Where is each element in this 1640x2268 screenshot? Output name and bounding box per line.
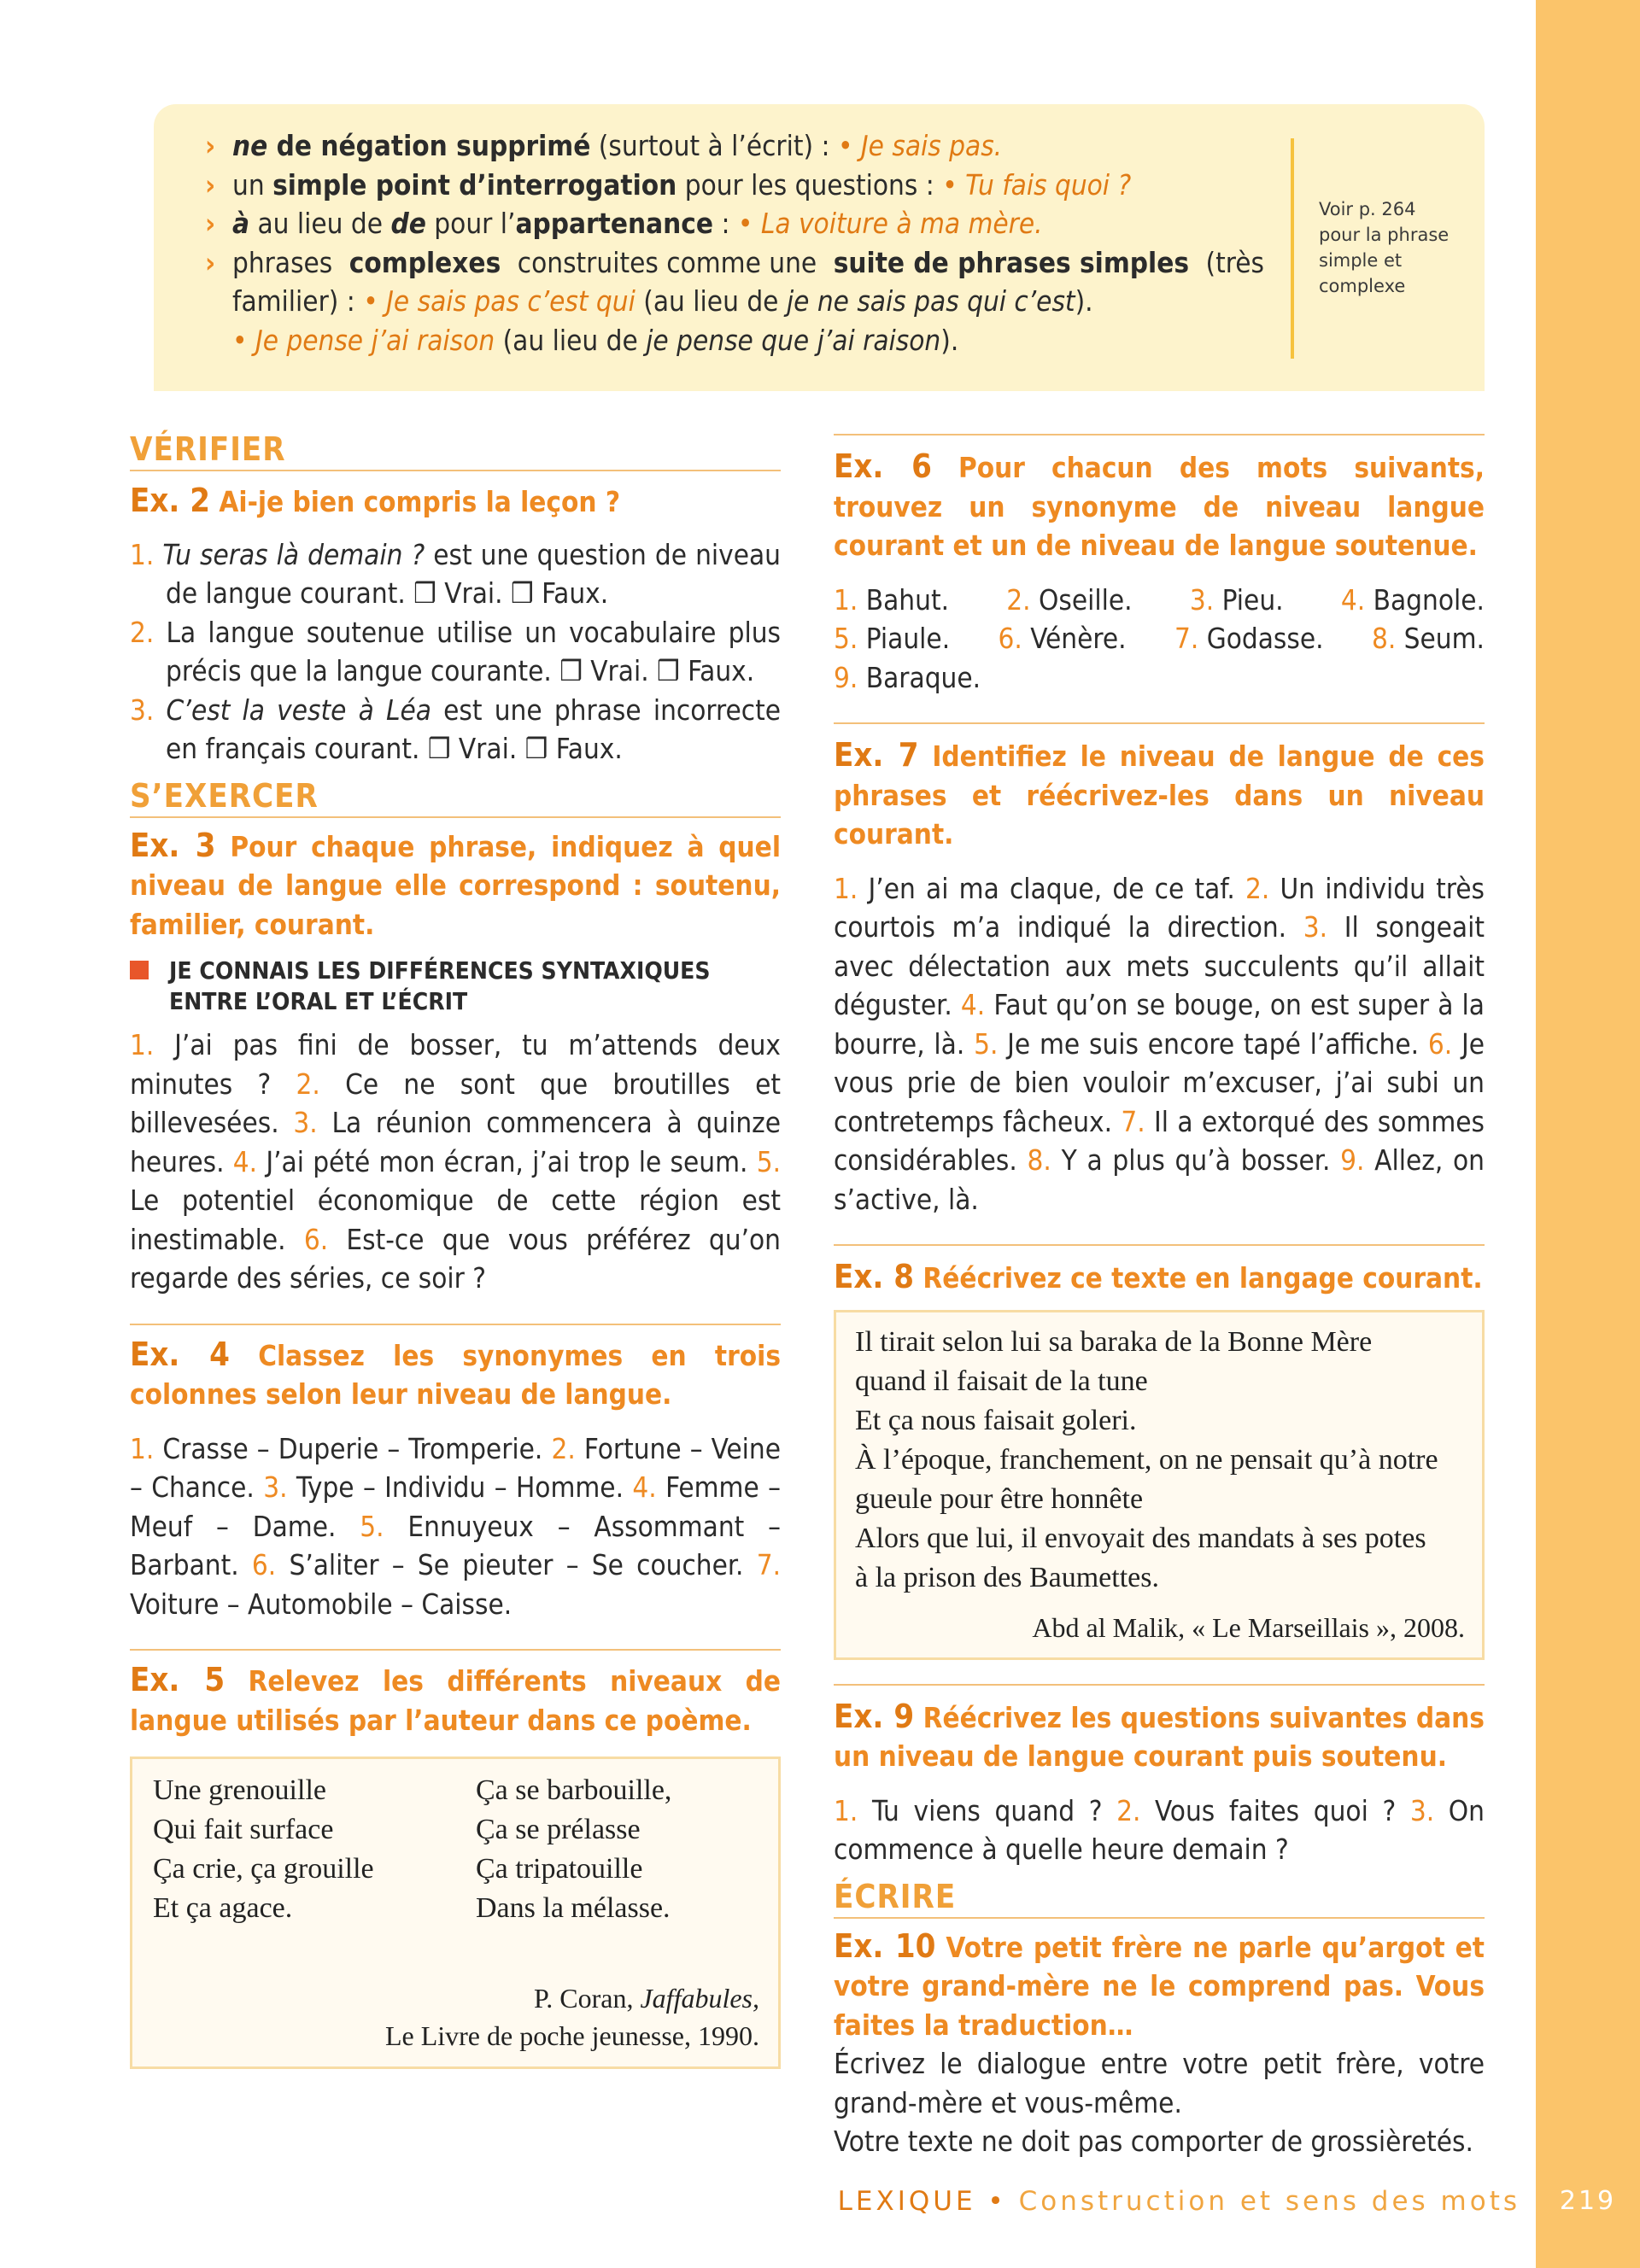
section-title-verifier: VÉRIFIER [130,430,781,471]
grammar-item: › un simple point d’interrogation pour les questions : • Tu fais quoi ? [205,166,1264,205]
divider [130,1324,781,1325]
exercise-heading-7: Ex. 7 Identifiez le niveau de langue de ces phrases et réécrivez-les dans un niveau courant. [834,736,1485,850]
right-column [834,434,1485,2161]
exercise-7-text: 1. J’en ai ma claque, de ce taf. 2. Un individu très courtois m’a indiqué la direction. 3. Il songeait avec délectation aux mets succulents qu’il allait déguster. 4. Faut qu’on se bouge, on est super à la bourre, là. 5. Je me suis encore tapé l’affiche. 6. Je vous prie de bien vouloir m’excuser, j’ai subi un contretemps fâcheux. 7. Il a extorqué des sommes considérables. 8. Y a plus qu’à bosser. 9. Allez, on s’active, là. [834,871,1485,1216]
exercise-heading-2: Ex. 2 Ai-je bien compris la leçon ? [130,482,621,519]
chevron-right-icon: › [205,245,216,279]
exercise-4-text: 1. Crasse – Duperie – Tromperie. 2. Fortune – Veine – Chance. 3. Type – Individu – Homme. 4. Femme – Meuf – Dame. 5. Ennuyeux – Assommant – Barbant. 6. S’aliter – Se pieuter – Se coucher. 7. Voiture – Automobile – Caisse. [130,1431,782,1621]
poem-column-right: Ça se barbouille, Ça se prélasse Ça tripatouille Dans la mélasse. [476,1774,672,1924]
side-note-rule [1291,138,1294,359]
side-note: Voir p. 264 pour la phrase simple et complexe [1319,199,1450,296]
list-item: 3. C’est la veste à Léa est une phrase incorrecte en français courant. ❒ Vrai. ❒ Faux. [130,693,781,765]
divider [834,1684,1485,1686]
square-bullet-icon [130,961,149,979]
section-title-ecrire: ÉCRIRE [834,1878,1485,1919]
grammar-item: › à au lieu de de pour l’appartenance : • La voiture à ma mère. [205,204,1264,243]
quote-box: Il tirait selon lui sa baraka de la Bonne Mère quand il faisait de la tune Et ça nous faisait goleri. À l’époque, franchement, on ne pensait qu’à notre gueule pour être honnête Alors que lui, il envoyait des mandats à ses potes à la prison des Baumettes. Abd al Malik, « Le Marseillais », 2008. [834,1310,1485,1660]
grammar-item: › phrases complexes construites comme une suite de phrases simples (très [205,243,1264,283]
page-side-strip [1536,0,1640,2268]
exercise-heading-6: Ex. 6 Pour chacun des mots suivants, trouvez un synonyme de niveau langue courant et un de niveau de langue soutenue. [834,447,1485,562]
exercise-3-text: 1. J’ai pas fini de bosser, tu m’attends deux minutes ? 2. Ce ne sont que broutilles et billevesées. 3. La réunion commencera à quinze heures. 4. J’ai pété mon écran, j’ai trop le seum. 5. Le potentiel économique de cette région est inestimable. 6. Est-ce que vous préférez qu’on regarde des séries, ce soir ? [130,1028,781,1295]
poem-box [130,1757,781,2069]
exercise-heading-4: Ex. 4 Classez les synonymes en trois colonnes selon leur niveau de langue. [130,1335,781,1411]
exercise-2-list [130,535,781,769]
quote-credit: Abd al Malik, « Le Marseillais », 2008. [1032,1611,1465,1643]
section-title-sexercer: S’EXERCER [130,777,781,818]
grammar-item-continued: • Je pense j’ai raison (au lieu de je pense que j’ai raison). [232,323,959,357]
exercise-heading-3: Ex. 3 Pour chaque phrase, indiquez à quel niveau de langue elle correspond : soutenu, familier, courant. [130,826,781,941]
chevron-right-icon: › [205,129,216,162]
running-footer: LEXIQUE • Construction et sens des mots [837,2186,1520,2217]
exercise-6-text: 1. Bahut. 2. Oseille. 3. Pieu. 4. Bagnole. 5. Piaule. 6. Vénère. 7. Godasse. 8. Seum. 9. Baraque. [834,582,1485,694]
chevron-right-icon: › [205,167,216,202]
poem [153,1771,759,1928]
divider [834,722,1485,724]
page-number: 219 [1559,2186,1617,2216]
list-item: 2. La langue soutenue utilise un vocabulaire plus précis que la langue courante. ❒ Vrai. ❒ Faux. [130,615,781,687]
chevron-right-icon: › [205,207,216,240]
poem-column-left: Une grenouille Qui fait surface Ça crie, ça grouille Et ça agace. [153,1774,374,1924]
left-column [130,430,781,2069]
exercise-heading-10: Ex. 10 Votre petit frère ne parle qu’argot et votre grand-mère ne le comprend pas. Vous faites la traduction… [834,1926,1485,2042]
list-item: 1. Tu seras là demain ? est une question de niveau de langue courant. ❒ Vrai. ❒ Faux. [130,537,781,610]
grammar-list [205,126,1264,359]
exercise-heading-9: Ex. 9 Réécrivez les questions suivantes dans un niveau de langue courant puis soutenu. [834,1697,1485,1773]
grammar-item-continued: familier) : • Je sais pas c’est qui (au lieu de je ne sais pas qui c’est). [232,284,1093,318]
exercise-heading-8: Ex. 8 Réécrivez ce texte en langage courant. [834,1258,1483,1295]
poem-credit: P. Coran, Jaffabules, Le Livre de poche jeunesse, 1990. [384,1983,759,2051]
sub-heading: JE CONNAIS LES DIFFÉRENCES SYNTAXIQUES ENTRE L’ORAL ET L’ÉCRIT [130,956,781,1017]
grammar-item: › ne de négation supprimé (surtout à l’écrit) : • Je sais pas. [205,126,1264,166]
exercise-9-text: 1. Tu viens quand ? 2. Vous faites quoi ? 3. On commence à quelle heure demain ? [834,1793,1485,1866]
exercise-10-constraint: Votre texte ne doit pas comporter de grossièretés. [834,2125,1473,2158]
divider [130,1649,781,1651]
exercise-heading-5: Ex. 5 Relevez les différents niveaux de langue utilisés par l’auteur dans ce poème. [130,1661,781,1737]
divider [834,1244,1485,1246]
exercise-10-instructions: Écrivez le dialogue entre votre petit frère, votre grand-mère et vous-même. [834,2047,1485,2119]
divider [834,434,1485,435]
